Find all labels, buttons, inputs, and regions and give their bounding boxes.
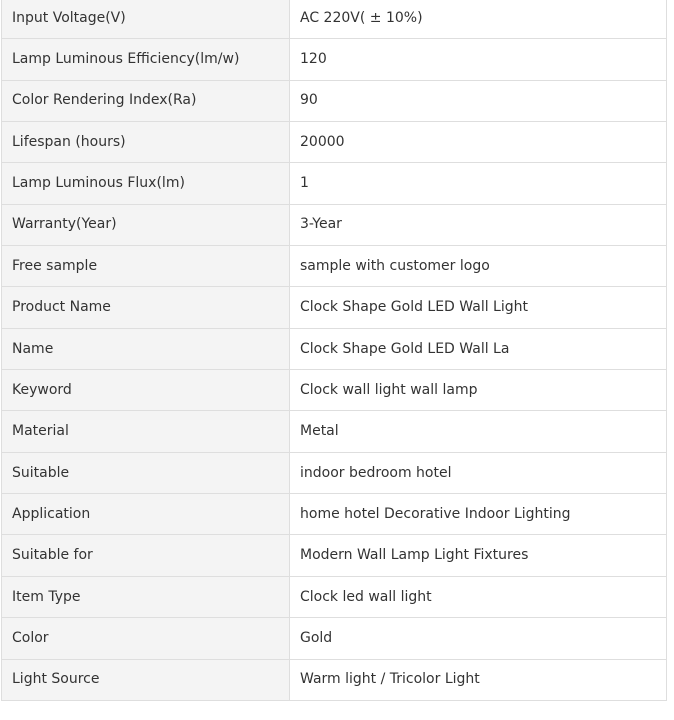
spec-value: Gold	[290, 618, 667, 659]
spec-value: Clock Shape Gold LED Wall La	[290, 328, 667, 369]
spec-row-color	[2, 618, 667, 659]
spec-row-item-type	[2, 576, 667, 617]
spec-row-color-rendering-index	[2, 80, 667, 121]
spec-row-luminous-flux	[2, 163, 667, 204]
spec-value: 90	[290, 80, 667, 121]
spec-label: Lifespan (hours)	[2, 122, 290, 163]
product-spec-table	[1, 0, 667, 701]
spec-row-suitable	[2, 452, 667, 493]
spec-row-free-sample	[2, 246, 667, 287]
spec-value: sample with customer logo	[290, 246, 667, 287]
spec-value: Warm light / Tricolor Light	[290, 659, 667, 700]
spec-value: 1	[290, 163, 667, 204]
spec-row-name	[2, 328, 667, 369]
spec-label: Suitable for	[2, 535, 290, 576]
spec-row-material	[2, 411, 667, 452]
spec-label: Item Type	[2, 576, 290, 617]
spec-label: Keyword	[2, 370, 290, 411]
spec-row-keyword	[2, 370, 667, 411]
spec-value: Clock led wall light	[290, 576, 667, 617]
spec-label: Lamp Luminous Flux(lm)	[2, 163, 290, 204]
spec-label: Input Voltage(V)	[2, 0, 290, 39]
spec-row-input-voltage	[2, 0, 667, 39]
spec-value: indoor bedroom hotel	[290, 452, 667, 493]
spec-label: Product Name	[2, 287, 290, 328]
spec-label: Suitable	[2, 452, 290, 493]
spec-value: 120	[290, 39, 667, 80]
spec-label: Free sample	[2, 246, 290, 287]
spec-label: Application	[2, 494, 290, 535]
spec-value: Modern Wall Lamp Light Fixtures	[290, 535, 667, 576]
spec-value: Metal	[290, 411, 667, 452]
spec-value: Clock Shape Gold LED Wall Light	[290, 287, 667, 328]
spec-row-product-name	[2, 287, 667, 328]
spec-row-luminous-efficiency	[2, 39, 667, 80]
spec-row-light-source	[2, 659, 667, 700]
spec-label: Lamp Luminous Efficiency(lm/w)	[2, 39, 290, 80]
spec-label: Color Rendering Index(Ra)	[2, 80, 290, 121]
spec-row-lifespan	[2, 122, 667, 163]
spec-label: Color	[2, 618, 290, 659]
spec-row-application	[2, 494, 667, 535]
spec-label: Name	[2, 328, 290, 369]
spec-row-suitable-for	[2, 535, 667, 576]
spec-value: Clock wall light wall lamp	[290, 370, 667, 411]
spec-value: 20000	[290, 122, 667, 163]
spec-value: home hotel Decorative Indoor Lighting	[290, 494, 667, 535]
spec-row-warranty	[2, 204, 667, 245]
spec-value: AC 220V( ± 10%)	[290, 0, 667, 39]
spec-value: 3-Year	[290, 204, 667, 245]
spec-label: Warranty(Year)	[2, 204, 290, 245]
spec-label: Material	[2, 411, 290, 452]
spec-label: Light Source	[2, 659, 290, 700]
